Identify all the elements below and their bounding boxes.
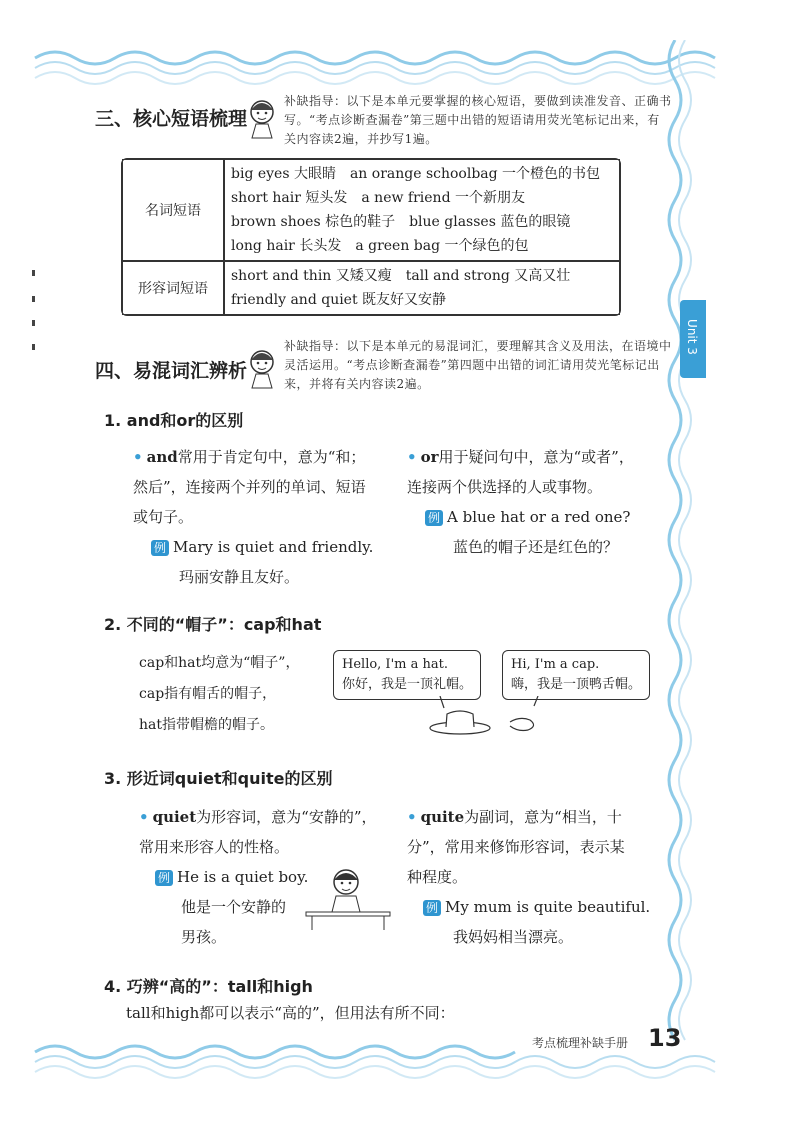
- hat-and-cap-icon: [420, 696, 570, 740]
- phrase-line: friendly and quiet 既友好又安静: [231, 292, 447, 308]
- bottom-wave-border: [30, 1040, 800, 1080]
- note-line: 来，并将有关内容读2遍。: [284, 377, 430, 391]
- girl-icon: [244, 96, 280, 140]
- bullet-dot: •: [407, 448, 417, 466]
- edge-mark: [32, 344, 35, 350]
- hat-speech-bubble: [333, 650, 481, 700]
- table-row: [122, 159, 620, 261]
- edge-mark: [32, 270, 35, 276]
- example-en: He is a quiet boy.: [177, 868, 309, 886]
- text-fragment: 为形容词，意为“安静的”，: [196, 808, 377, 826]
- keyword: quite: [420, 808, 465, 826]
- table-row-content: [224, 261, 620, 315]
- text-line: 种程度。: [407, 868, 468, 886]
- text-line: 常用来形容人的性格。: [139, 838, 290, 856]
- section4-title: 四、易混词汇辨析: [95, 360, 248, 382]
- phrase-line: long hair 长头发 a green bag 一个绿色的包: [231, 238, 529, 254]
- example-en: A blue hat or a red one?: [447, 508, 631, 526]
- example-badge: 例: [155, 870, 173, 886]
- example-badge: 例: [425, 510, 443, 526]
- example-line: [423, 892, 657, 922]
- unit-tab-label: Unit 3: [685, 319, 699, 355]
- example-cn: 他是一个安静的: [181, 898, 287, 916]
- bullet-dot: •: [407, 808, 417, 826]
- item4-title: 4. 巧辨“高的”：tall和high: [104, 977, 313, 996]
- phrase-table: [121, 158, 621, 316]
- text-line: cap指有帽舌的帽子，: [139, 686, 277, 702]
- item1-left: [133, 442, 393, 592]
- bullet-dot: •: [133, 448, 143, 466]
- table-row-header: 名词短语: [122, 159, 224, 261]
- bullet-dot: •: [139, 808, 149, 826]
- phrase-line: short and thin 又矮又瘦 tall and strong 又高又壮: [231, 268, 571, 284]
- girl-icon: [244, 346, 280, 390]
- phrase-line: brown shoes 棕色的鞋子 blue glasses 蓝色的眼镜: [231, 214, 571, 230]
- example-cn: 我妈妈相当漂亮。: [453, 928, 574, 946]
- edge-mark: [32, 296, 35, 302]
- keyword: and: [146, 448, 178, 466]
- example-cn: 男孩。: [181, 928, 227, 946]
- unit-tab[interactable]: [680, 300, 706, 378]
- item1-title: 1. and和or的区别: [104, 411, 244, 430]
- phrase-line: big eyes 大眼睛 an orange schoolbag 一个橙色的书包: [231, 166, 601, 182]
- cap-speech-bubble: [502, 650, 650, 700]
- example-en: My mum is quite beautiful.: [445, 898, 651, 916]
- example-cn: 玛丽安静且友好。: [179, 568, 300, 586]
- item2-text: [139, 648, 299, 741]
- section3-title: 三、核心短语梳理: [95, 108, 248, 130]
- text-line: [407, 442, 657, 472]
- example-line: [425, 502, 657, 532]
- bubble-en: Hello, I'm a hat.: [342, 657, 448, 672]
- bubble-cn: 嗨，我是一顶鸭舌帽。: [511, 677, 642, 692]
- bubble-en: Hi, I'm a cap.: [511, 657, 600, 672]
- item2-title: 2. 不同的“帽子”：cap和hat: [104, 615, 322, 634]
- note-line: 灵活运用。“考点诊断查漏卷”第四题中出错的词汇请用荧光笔标记出: [284, 358, 660, 372]
- keyword: quiet: [152, 808, 197, 826]
- item1-right: [407, 442, 657, 562]
- note-line: 补缺指导：以下是本单元的易混词汇，要理解其含义及用法，在语境中: [284, 339, 672, 353]
- item3-title: 3. 形近词quiet和quite的区别: [104, 769, 333, 788]
- boy-icon: [304, 866, 394, 930]
- text-line: 或句子。: [133, 508, 194, 526]
- section4-note: [284, 337, 672, 394]
- text-line: [407, 802, 657, 832]
- example-badge: 例: [151, 540, 169, 556]
- example-cn: 蓝色的帽子还是红色的？: [453, 538, 619, 556]
- text-line: 连接两个供选择的人或事物。: [407, 478, 603, 496]
- edge-mark: [32, 320, 35, 326]
- item3-right: [407, 802, 657, 952]
- text-fragment: 为副词，意为“相当，十: [464, 808, 622, 826]
- text-line: 然后”，连接两个并列的单词、短语: [133, 478, 366, 496]
- text-line: 分”，常用来修饰形容词，表示某: [407, 838, 625, 856]
- text-line: cap和hat均意为“帽子”，: [139, 655, 300, 671]
- keyword: or: [420, 448, 439, 466]
- right-wave-border: [655, 40, 695, 1050]
- text-fragment: 常用于肯定句中，意为“和；: [177, 448, 366, 466]
- text-fragment: 用于疑问句中，意为“或者”，: [438, 448, 634, 466]
- footer-label: 考点梳理补缺手册: [532, 1036, 629, 1050]
- table-row-content: [224, 159, 620, 261]
- example-badge: 例: [423, 900, 441, 916]
- text-line: hat指带帽檐的帽子。: [139, 717, 274, 733]
- example-line: [151, 532, 393, 562]
- text-line: [139, 802, 399, 832]
- phrase-line: short hair 短头发 a new friend 一个新朋友: [231, 190, 525, 206]
- table-row: [122, 261, 620, 315]
- item4-text: tall和high都可以表示“高的”，但用法有所不同：: [126, 1004, 455, 1022]
- note-line: 写。“考点诊断查漏卷”第三题中出错的短语请用荧光笔标记出来，有: [284, 113, 660, 127]
- note-line: 补缺指导：以下是本单元要掌握的核心短语，要做到读准发音、正确书: [284, 94, 672, 108]
- example-en: Mary is quiet and friendly.: [173, 538, 374, 556]
- section3-note: [284, 92, 672, 149]
- page-number: 13: [648, 1024, 682, 1052]
- table-row-header: 形容词短语: [122, 261, 224, 315]
- bubble-cn: 你好，我是一顶礼帽。: [342, 677, 473, 692]
- text-line: [133, 442, 393, 472]
- note-line: 关内容读2遍，并抄写1遍。: [284, 132, 438, 146]
